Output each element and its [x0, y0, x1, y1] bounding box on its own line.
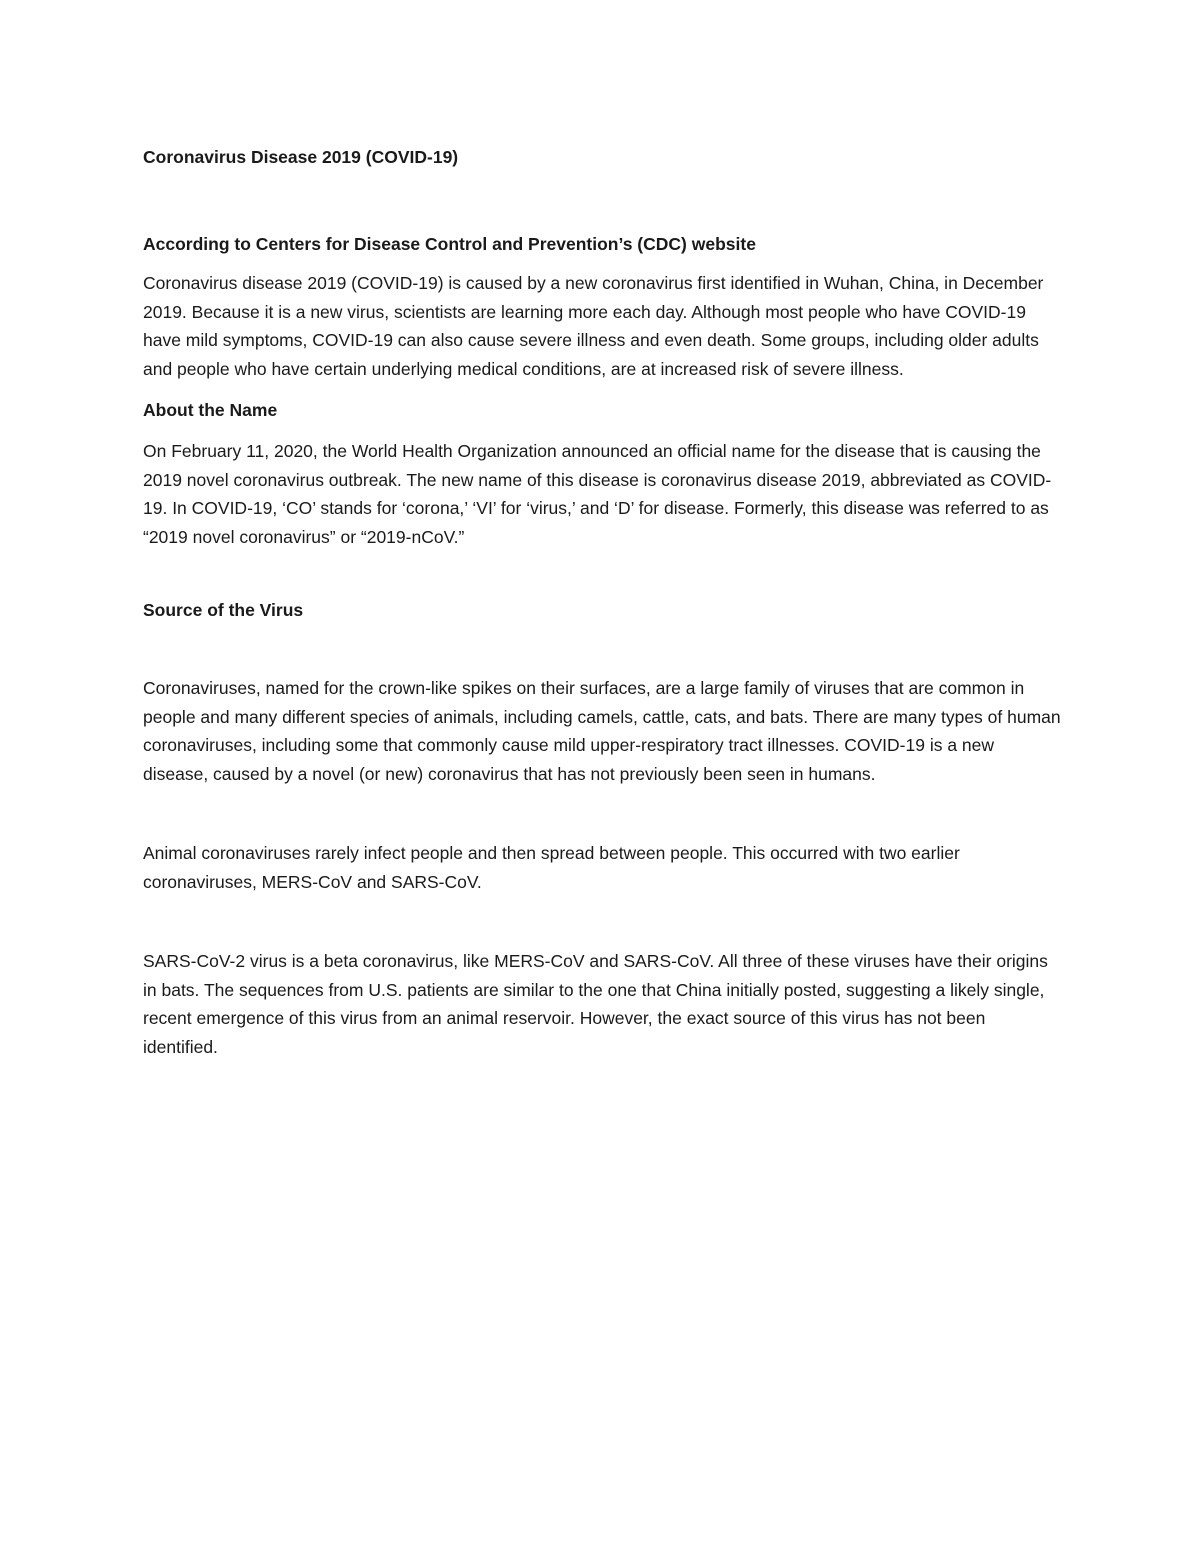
source-paragraph-sars-cov-2: SARS-CoV-2 virus is a beta coronavirus, like MERS-CoV and SARS-CoV. All three of these viruses have their origins in bats. The sequences from U.S. patients are similar to the one that China initially posted, suggesting a likely single, recent emergence of this virus from an animal reservoir. However, the exact source of this virus has not been identified. — [143, 951, 1048, 1057]
cdc-heading: According to Centers for Disease Control and Prevention’s (CDC) website — [143, 234, 756, 254]
about-name-paragraph: On February 11, 2020, the World Health Organization announced an official name for the disease that is causing the 2019 novel coronavirus outbreak. The new name of this disease is coronavirus disease 2019, abbreviated as COVID-19. In COVID-19, ‘CO’ stands for ‘corona,’ ‘VI’ for ‘virus,’ and ‘D’ for disease. Formerly, this disease was referred to as “2019 novel coronavirus” or “2019-nCoV.” — [143, 441, 1052, 547]
document-body — [143, 145, 1063, 1061]
source-paragraph-coronaviruses: Coronaviruses, named for the crown-like spikes on their surfaces, are a large family of viruses that are common in people and many different species of animals, including camels, cattle, cats, and bats. There are many types of human coronaviruses, including some that commonly cause mild upper-respiratory tract illnesses. COVID-19 is a new disease, caused by a novel (or new) coronavirus that has not previously been seen in humans. — [143, 678, 1061, 784]
document-title: Coronavirus Disease 2019 (COVID-19) — [143, 147, 459, 167]
source-paragraph-animal: Animal coronaviruses rarely infect people and then spread between people. This occurred with two earlier coronaviruses, MERS-CoV and SARS-CoV. — [143, 843, 960, 892]
cdc-paragraph: Coronavirus disease 2019 (COVID-19) is caused by a new coronavirus first identified in Wuhan, China, in December 2019. Because it is a new virus, scientists are learning more each day. Although most people who have COVID-19 have mild symptoms, COVID-19 can also cause severe illness and even death. Some groups, including older adults and people who have certain underlying medical conditions, are at increased risk of severe illness. — [143, 273, 1044, 379]
source-heading: Source of the Virus — [143, 600, 304, 620]
about-name-heading: About the Name — [143, 400, 278, 420]
